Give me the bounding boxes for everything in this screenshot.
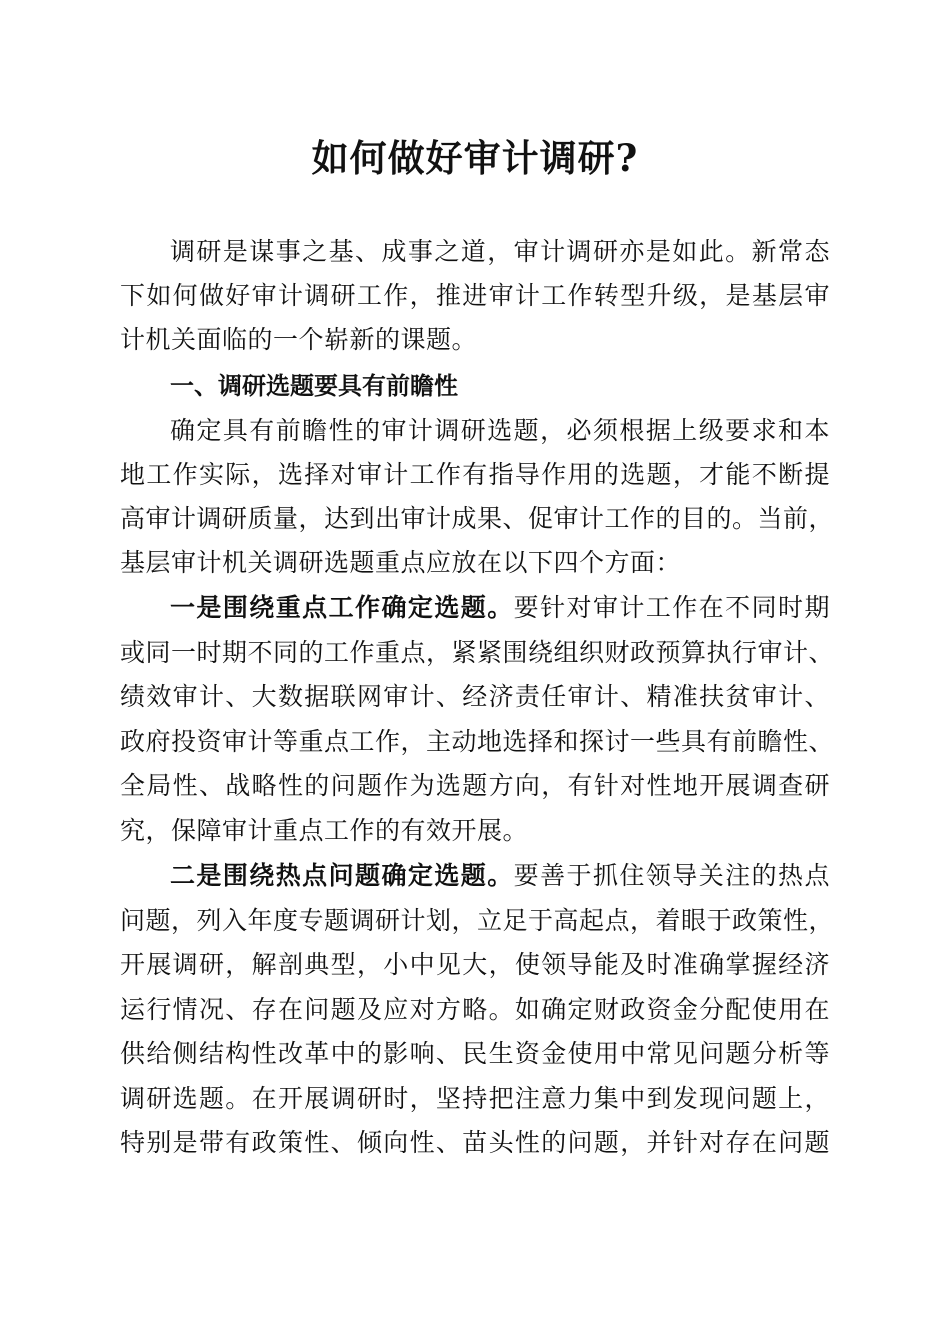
para2-line-2: 或同一时期不同的工作重点，紧紧围绕组织财政预算执行审计、 bbox=[120, 638, 835, 667]
para2-line-1 bbox=[170, 586, 830, 630]
para1-line-4: 基层审计机关调研选题重点应放在以下四个方面： bbox=[120, 548, 682, 577]
intro-line-1: 调研是谋事之基、成事之道，审计调研亦是如此。新常态 bbox=[170, 237, 830, 266]
para2-first-rest: 要针对审计工作在不同时期 bbox=[513, 593, 830, 622]
para3-line-3: 开展调研，解剖典型，小中见大，使领导能及时准确掌握经济 bbox=[120, 950, 830, 979]
para3-lead: 二是围绕热点问题确定选题。 bbox=[170, 861, 514, 890]
section-1-heading: 一、调研选题要具有前瞻性 bbox=[170, 372, 458, 400]
para3-line-7: 特别是带有政策性、倾向性、苗头性的问题，并针对存在问题 bbox=[120, 1128, 830, 1157]
para3-first-rest: 要善于抓住领导关注的热点 bbox=[513, 861, 830, 890]
para3-line-4: 运行情况、存在问题及应对方略。如确定财政资金分配使用在 bbox=[120, 995, 830, 1024]
para2-line-4: 政府投资审计等重点工作，主动地选择和探讨一些具有前瞻性、 bbox=[120, 727, 835, 756]
para2-line-6: 究，保障审计重点工作的有效开展。 bbox=[120, 816, 529, 845]
para1-line-2: 地工作实际，选择对审计工作有指导作用的选题，才能不断提 bbox=[120, 460, 830, 489]
para3-line-2: 问题，列入年度专题调研计划，立足于高起点，着眼于政策性， bbox=[120, 906, 835, 935]
intro-line-2: 下如何做好审计调研工作，推进审计工作转型升级，是基层审 bbox=[120, 281, 830, 310]
para3-line-5: 供给侧结构性改革中的影响、民生资金使用中常见问题分析等 bbox=[120, 1039, 830, 1068]
para2-line-5: 全局性、战略性的问题作为选题方向，有针对性地开展调查研 bbox=[120, 771, 830, 800]
para1-line-1: 确定具有前瞻性的审计调研选题，必须根据上级要求和本 bbox=[170, 416, 830, 445]
para2-line-3: 绩效审计、大数据联网审计、经济责任审计、精准扶贫审计、 bbox=[120, 682, 830, 711]
para3-line-6: 调研选题。在开展调研时，坚持把注意力集中到发现问题上， bbox=[120, 1084, 830, 1113]
para1-line-3: 高审计调研质量，达到出审计成果、促审计工作的目的。当前， bbox=[120, 504, 835, 533]
intro-line-3: 计机关面临的一个崭新的课题。 bbox=[120, 325, 478, 354]
para3-line-1 bbox=[170, 854, 830, 898]
para2-lead: 一是围绕重点工作确定选题。 bbox=[170, 593, 514, 622]
document-title: 如何做好审计调研? bbox=[311, 136, 639, 180]
